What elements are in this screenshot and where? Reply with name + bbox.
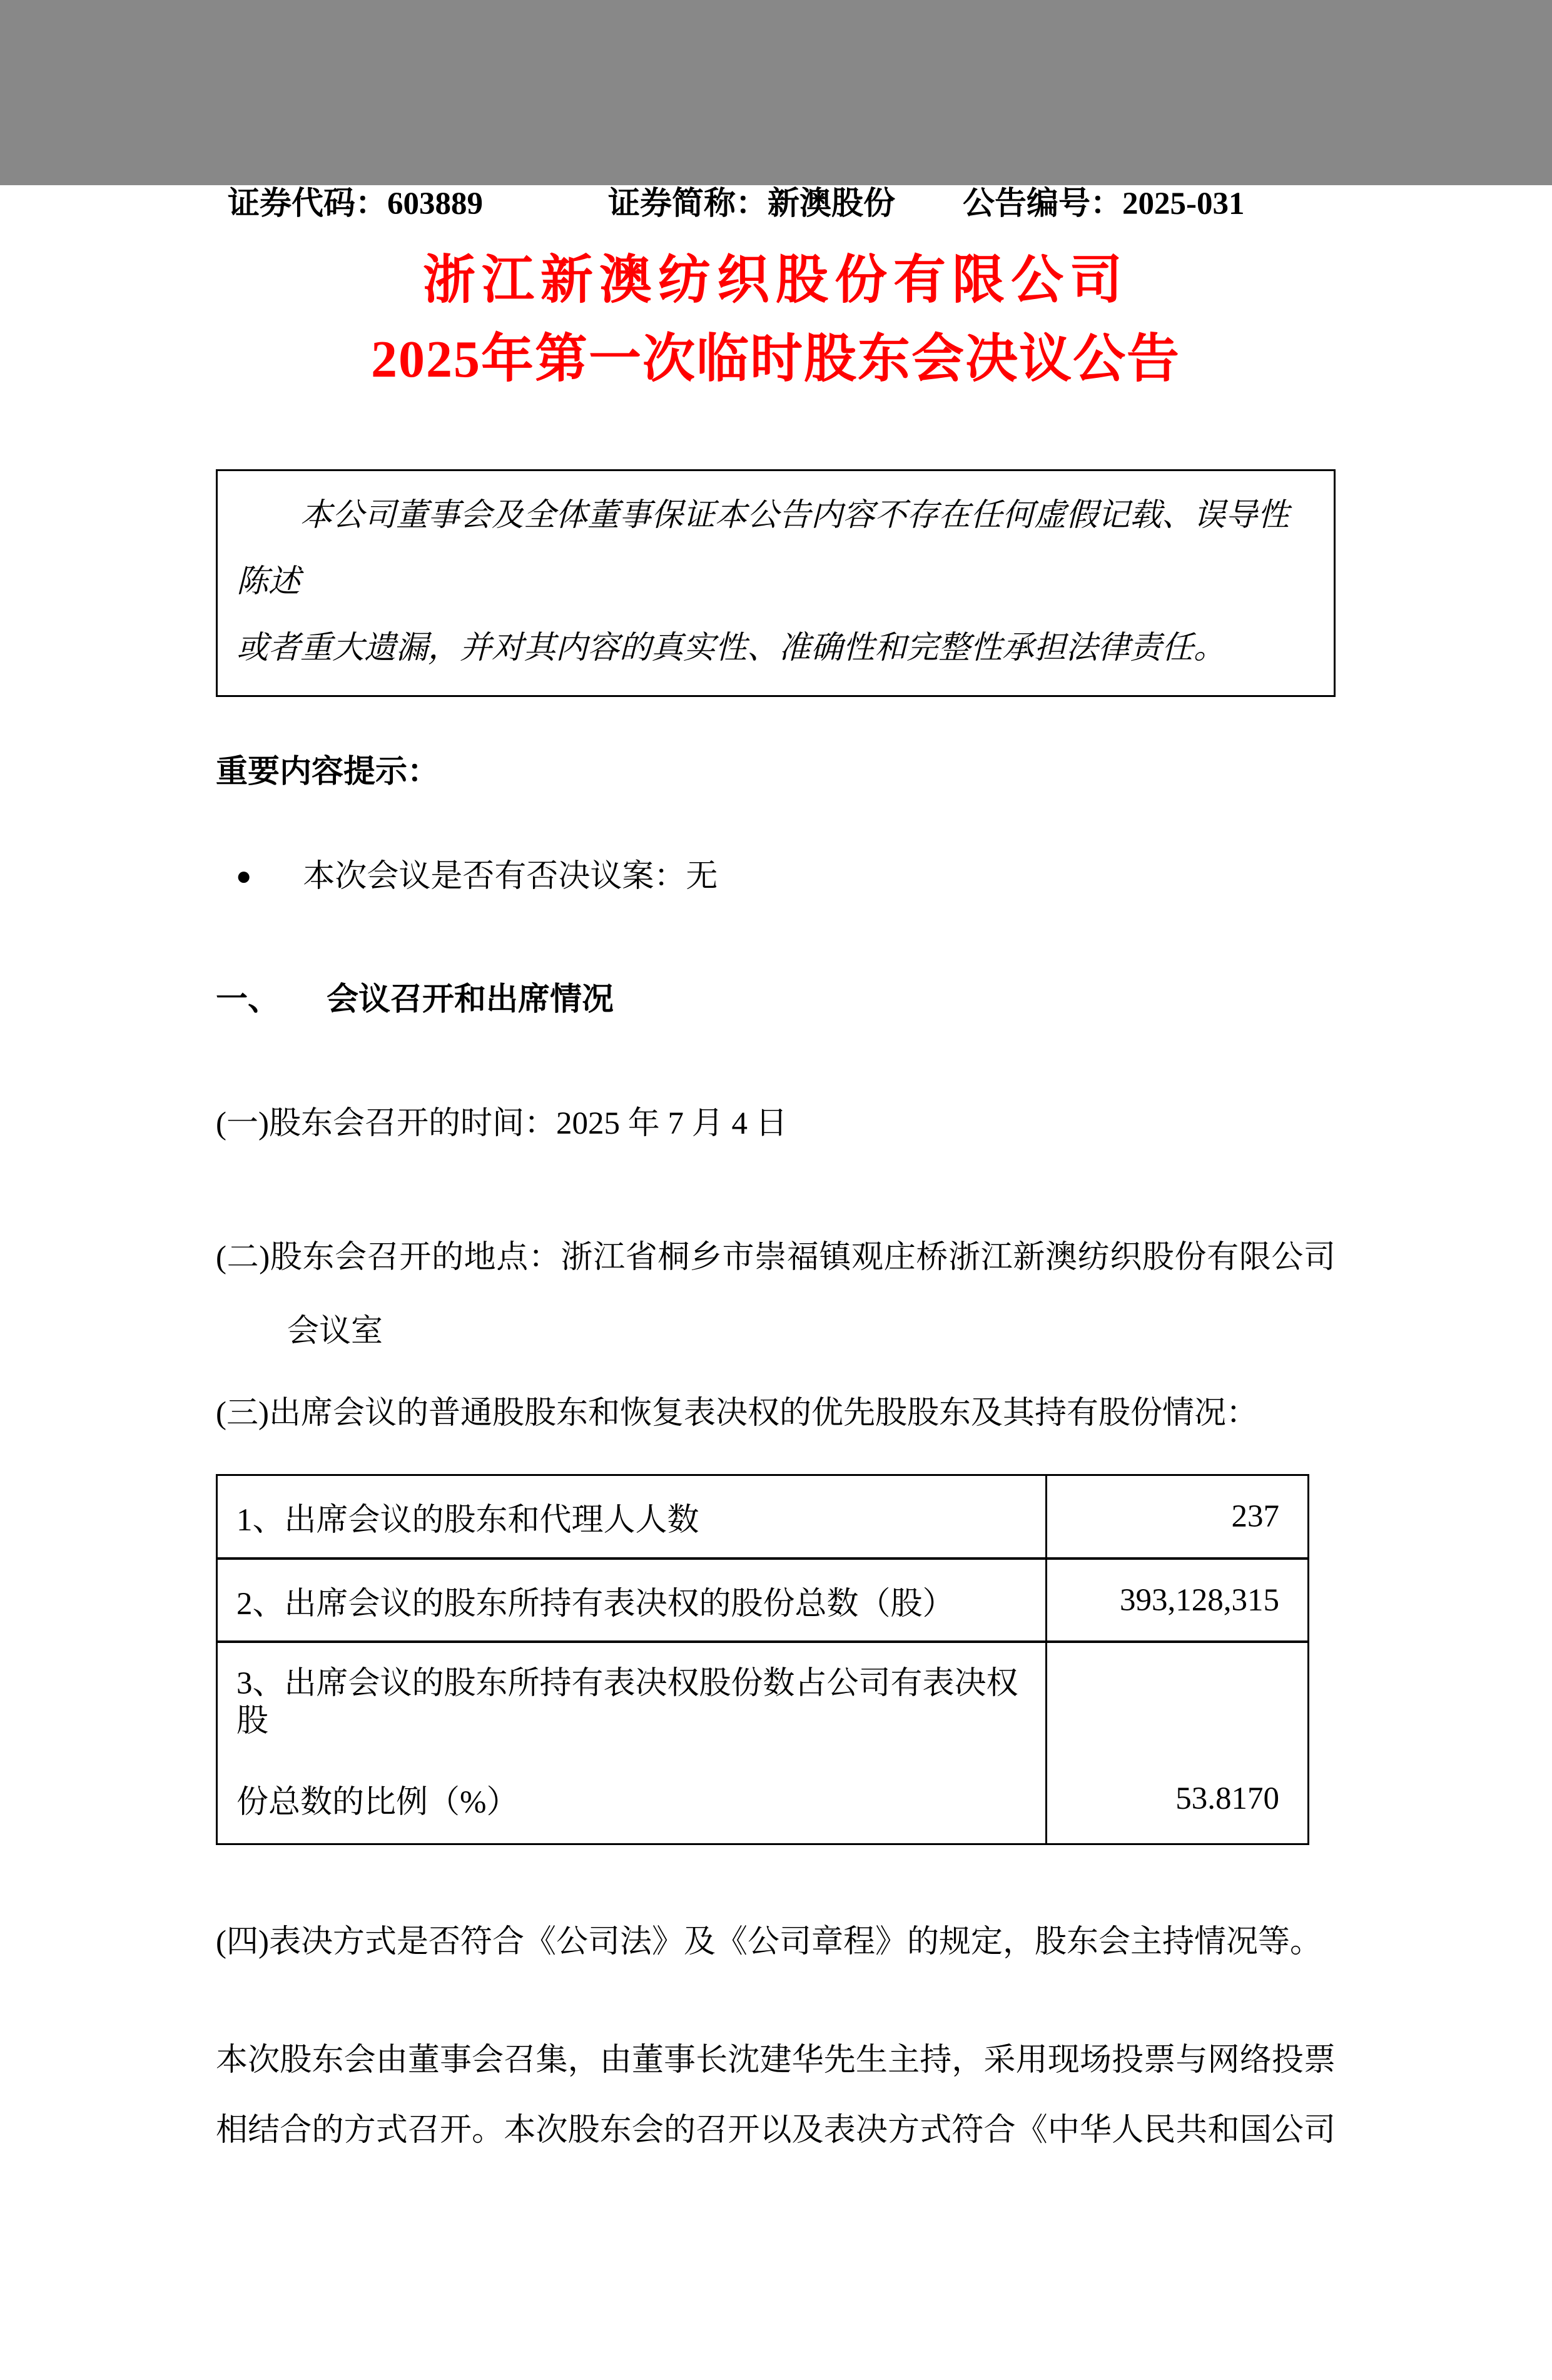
row-2-value: 393,128,315	[1047, 1559, 1309, 1642]
item-2-line-2: 会议室	[287, 1314, 383, 1349]
announcement-title: 2025年第一次临时股东会决议公告	[370, 330, 1180, 389]
section-1-item-1: (一)股东会召开的时间：2025 年 7 月 4 日	[216, 1106, 788, 1141]
section-1-title: 会议召开和出席情况	[327, 982, 614, 1017]
row-3-label	[217, 1642, 1047, 1844]
disclaimer-line-2: 或者重大遗漏，并对其内容的真实性、准确性和完整性承担法律责任。	[236, 631, 1226, 666]
item-2-line-1: (二)股东会召开的地点：浙江省桐乡市崇福镇观庄桥浙江新澳纺织股份有限公司	[216, 1240, 1336, 1275]
row-3-label-line-1: 3、出席会议的股东所持有表决权股份数占公司有表决权股	[236, 1666, 1018, 1739]
title-block	[216, 242, 1336, 399]
closing-paragraph	[216, 2025, 1336, 2165]
bullet-text: 本次会议是否有否决议案：无	[303, 859, 718, 894]
important-hint-heading: 重要内容提示：	[216, 755, 440, 790]
announcement-number: 公告编号：2025-031	[963, 186, 1245, 221]
announcement-page	[0, 185, 1552, 2380]
disclaimer-line-1: 本公司董事会及全体董事保证本公告内容不存在任何虚假记载、误导性陈述	[236, 498, 1290, 599]
row-3-value: 53.8170	[1047, 1642, 1309, 1844]
section-1-item-2	[216, 1221, 1336, 1368]
document-header	[216, 185, 1336, 223]
row-1-label: 1、出席会议的股东和代理人人数	[217, 1475, 1047, 1559]
bullet-icon: ●	[236, 862, 252, 891]
row-2-label: 2、出席会议的股东所持有表决权的股份总数（股）	[217, 1559, 1047, 1642]
closing-line-2: 相结合的方式召开。本次股东会的召开以及表决方式符合《中华人民共和国公司	[216, 2113, 1336, 2148]
row-3-label-line-2: 份总数的比例（%）	[236, 1785, 519, 1820]
row-1-value: 237	[1047, 1475, 1309, 1559]
table-row	[217, 1559, 1309, 1642]
table-row	[217, 1642, 1309, 1844]
table-row	[217, 1475, 1309, 1559]
section-1-number: 一、	[216, 982, 280, 1017]
attendance-table	[216, 1474, 1309, 1845]
section-1-heading	[216, 981, 1336, 1019]
disclaimer-box	[216, 469, 1336, 697]
closing-line-1: 本次股东会由董事会召集，由董事长沈建华先生主持，采用现场投票与网络投票	[216, 2043, 1336, 2078]
section-1-item-3: (三)出席会议的普通股股东和恢复表决权的优先股股东及其持有股份情况：	[216, 1396, 1258, 1431]
stock-code: 证券代码：603889	[228, 186, 484, 221]
company-title: 浙江新澳纺织股份有限公司	[422, 252, 1128, 310]
bullet-item	[216, 857, 1336, 897]
stock-short-name: 证券简称：新澳股份	[608, 186, 896, 221]
section-1-item-4: (四)表决方式是否符合《公司法》及《公司章程》的规定，股东会主持情况等。	[216, 1925, 1322, 1960]
